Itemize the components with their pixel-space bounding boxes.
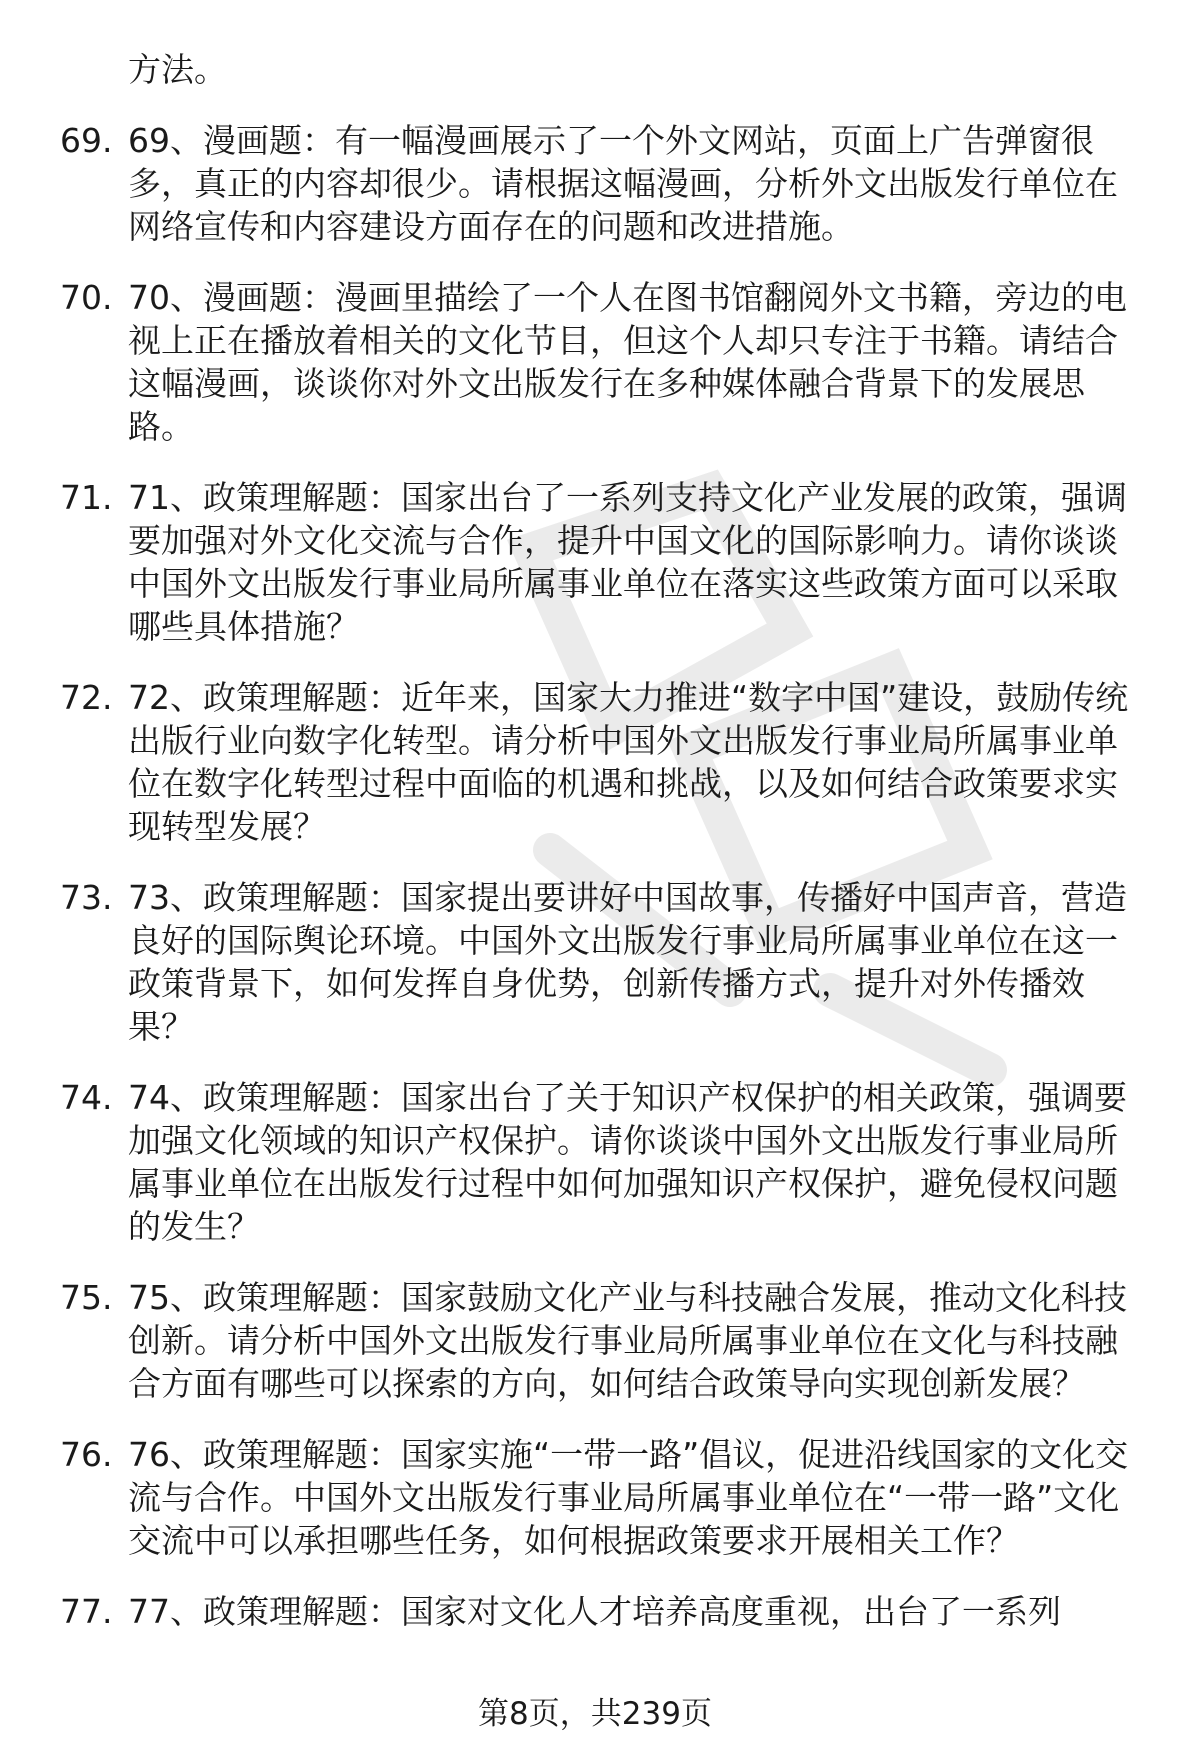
question-text: 73、政策理解题：国家提出要讲好中国故事，传播好中国声音，营造良好的国际舆论环境。中国外文出版发行事业局所属事业单位在这一政策背景下，如何发挥自身优势，创新传播方式，提升对外传播效果？: [128, 878, 1127, 1046]
question-text: 69、漫画题：有一幅漫画展示了一个外文网站，页面上广告弹窗很多，真正的内容却很少。请根据这幅漫画，分析外文出版发行单位在网络宣传和内容建设方面存在的问题和改进措施。: [128, 121, 1118, 246]
question-text: 72、政策理解题：近年来，国家大力推进“数字中国”建设，鼓励传统出版行业向数字化转型。请分析中国外文出版发行事业局所属事业单位在数字化转型过程中面临的机遇和挑战，以及如何结合政策要求实现转型发展？: [128, 678, 1129, 846]
question-number: 69.: [60, 121, 113, 160]
question-number: 73.: [60, 878, 113, 917]
continuation-text: 方法。: [128, 50, 227, 89]
question-item: [60, 676, 1150, 848]
question-item: [60, 1590, 1150, 1633]
question-item: [60, 1433, 1150, 1562]
page-footer: 第8页，共239页: [478, 1696, 712, 1732]
question-number: 71.: [60, 478, 113, 517]
question-number: 75.: [60, 1278, 113, 1317]
question-text: 76、政策理解题：国家实施“一带一路”倡议，促进沿线国家的文化交流与合作。中国外文出版发行事业局所属事业单位在“一带一路”文化交流中可以承担哪些任务，如何根据政策要求开展相关工作？: [128, 1435, 1129, 1560]
question-item: [60, 119, 1150, 248]
question-number: 74.: [60, 1078, 113, 1117]
question-text: 71、政策理解题：国家出台了一系列支持文化产业发展的政策，强调要加强对外文化交流与合作，提升中国文化的国际影响力。请你谈谈中国外文出版发行事业局所属事业单位在落实这些政策方面可以采取哪些具体措施？: [128, 478, 1127, 646]
question-text: 77、政策理解题：国家对文化人才培养高度重视，出台了一系列: [128, 1592, 1061, 1631]
question-item: [60, 476, 1150, 648]
question-text: 75、政策理解题：国家鼓励文化产业与科技融合发展，推动文化科技创新。请分析中国外文出版发行事业局所属事业单位在文化与科技融合方面有哪些可以探索的方向，如何结合政策导向实现创新发展？: [128, 1278, 1127, 1403]
question-item: [60, 876, 1150, 1048]
question-number: 76.: [60, 1435, 113, 1474]
question-item: [60, 1076, 1150, 1248]
question-text: 70、漫画题：漫画里描绘了一个人在图书馆翻阅外文书籍，旁边的电视上正在播放着相关的文化节目，但这个人却只专注于书籍。请结合这幅漫画，谈谈你对外文出版发行在多种媒体融合背景下的发展思路。: [128, 278, 1127, 446]
question-number: 77.: [60, 1592, 113, 1631]
question-item: [60, 276, 1150, 448]
question-list: [60, 48, 1150, 1661]
question-item: [60, 1276, 1150, 1405]
question-number: 70.: [60, 278, 113, 317]
question-number: 72.: [60, 678, 113, 717]
question-text: 74、政策理解题：国家出台了关于知识产权保护的相关政策，强调要加强文化领域的知识产权保护。请你谈谈中国外文出版发行事业局所属事业单位在出版发行过程中如何加强知识产权保护，避免侵权问题的发生？: [128, 1078, 1127, 1246]
